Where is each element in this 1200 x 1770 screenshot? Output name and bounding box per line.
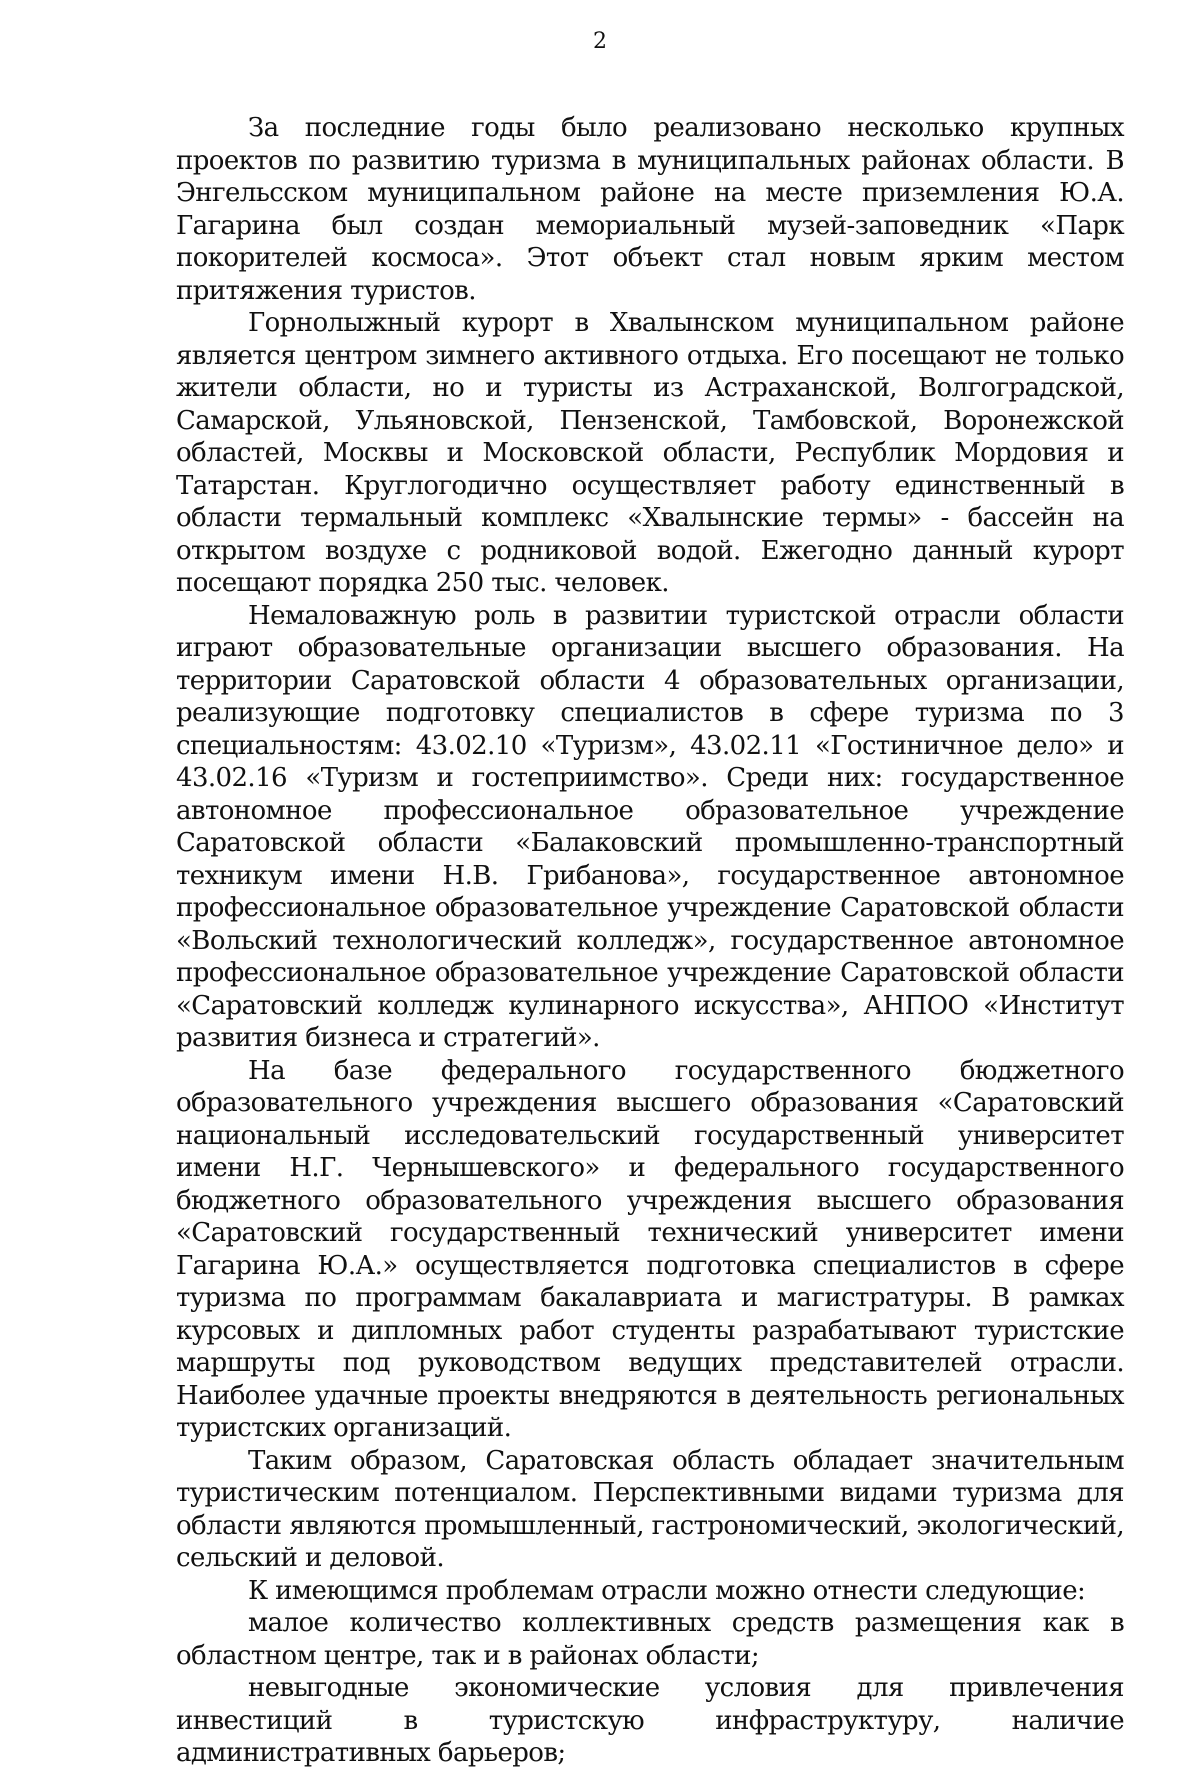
paragraph-tourism-potential: Таким образом, Саратовская область обладает значительным туристическим потенциалом. Перспективными видами туризма для области являются промышленный, гастрономический, экологический, сельский и деловой. <box>176 1445 1124 1573</box>
paragraph-university-training: На базе федерального государственного бюджетного образовательного учреждения высшего образования «Саратовский национальный исследовательский государственный университет имени Н.Г. Чернышевского» и федерального государственного бюджетного образовательного учреждения высшего образования «Саратовский государственный технический университет имени Гагарина Ю.А.» осуществляется подготовка специалистов в сфере туризма по программам бакалавриата и магистратуры. В рамках курсовых и дипломных работ студенты разрабатывают туристские маршруты под руководством ведущих представителей отрасли. Наиболее удачные проекты внедряются в деятельность региональных туристских организаций. <box>176 1055 1124 1443</box>
paragraph-problems-intro: К имеющимся проблемам отрасли можно отнести следующие: <box>248 1575 1086 1606</box>
paragraph-ski-resort: Горнолыжный курорт в Хвалынском муниципальном районе является центром зимнего активного отдыха. Его посещают не только жители области, но и туристы из Астраханской, Волгоградской, Самарской, Ульяновской, Пензенской, Тамбовской, Воронежской областей, Москвы и Московской области, Республик Мордовия и Татарстан. Круглогодично осуществляет работу единственный в области термальный комплекс «Хвалынские термы» - бассейн на открытом воздухе с родниковой водой. Ежегодно данный курорт посещают порядка 250 тыс. человек. <box>176 308 1124 598</box>
document-body <box>176 112 1124 1770</box>
paragraph-problem-investment: невыгодные экономические условия для привлечения инвестиций в туристскую инфраструктуру, наличие административных барьеров; <box>176 1673 1124 1768</box>
page-number: 2 <box>593 29 607 54</box>
paragraph-gagarin-park: За последние годы было реализовано несколько крупных проектов по развитию туризма в муниципальных районах области. В Энгельсском муниципальном районе на месте приземления Ю.А. Гагарина был создан мемориальный музей-заповедник «Парк покорителей космоса». Этот объект стал новым ярким местом притяжения туристов. <box>176 113 1124 306</box>
paragraph-problem-accommodation: малое количество коллективных средств размещения как в областном центре, так и в районах области; <box>176 1608 1124 1671</box>
paragraph-education-organizations: Немаловажную роль в развитии туристской отрасли области играют образовательные организации высшего образования. На территории Саратовской области 4 образовательных организации, реализующие подготовку специалистов в сфере туризма по 3 специальностям: 43.02.10 «Туризм», 43.02.11 «Гостиничное дело» и 43.02.16 «Туризм и гостеприимство». Среди них: государственное автономное профессиональное образовательное учреждение Саратовской области «Балаковский промышленно-транспортный техникум имени Н.В. Грибанова», государственное автономное профессиональное образовательное учреждение Саратовской области «Вольский технологический колледж», государственное автономное профессиональное образовательное учреждение Саратовской области «Саратовский колледж кулинарного искусства», АНПОО «Институт развития бизнеса и стратегий». <box>176 600 1124 1053</box>
